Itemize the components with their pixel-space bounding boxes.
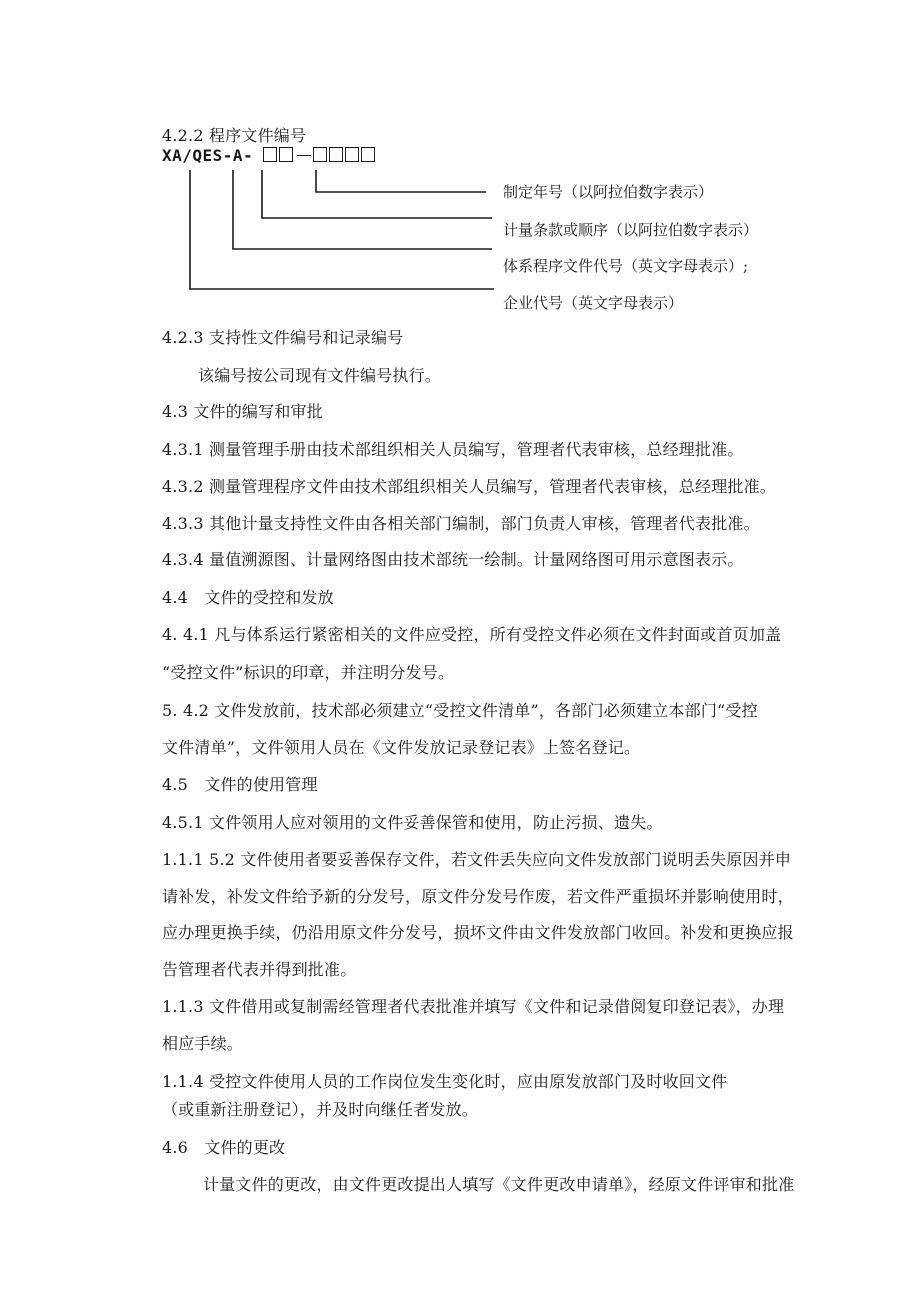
connector-clause (262, 170, 492, 218)
paragraph-text: 告管理者代表并得到批准。 (162, 960, 357, 979)
paragraph-text: 1.1.3 文件借用或复制需经管理者代表批准并填写《文件和记录借阅复印登记表》，办理 (162, 997, 785, 1016)
section-heading-4-4: 4.4 文件的受控和发放 (162, 588, 334, 607)
paragraph-text: 4.3.1 测量管理手册由技术部组织相关人员编写，管理者代表审核，总经理批准。 (162, 440, 744, 459)
paragraph-text: 4.3.4 量值溯源图、计量网络图由技术部统一绘制。计量网络图可用示意图表示。 (162, 550, 744, 569)
section-heading-4-2-3: 4.2.3 支持性文件编号和记录编号 (162, 328, 404, 347)
paragraph-text: （或重新注册登记），并及时向继任者发放。 (162, 1100, 479, 1119)
paragraph-text: 4.3.3 其他计量支持性文件由各相关部门编制，部门负责人审核，管理者代表批准。 (162, 514, 760, 533)
paragraph-text: 该编号按公司现有文件编号执行。 (198, 366, 442, 385)
paragraph-text: 相应手续。 (162, 1034, 244, 1053)
paragraph-text: 应办理更换手续，仍沿用原文件分发号，损坏文件由文件发放部门收回。补发和更换应报 (162, 923, 794, 942)
numbering-connector-diagram (0, 0, 920, 330)
section-heading-4-6: 4.6 文件的更改 (162, 1138, 286, 1157)
paragraph-text: 1.1.1 5.2 文件使用者要妥善保存文件，若文件丢失应向文件发放部门说明丢失原因并申 (162, 850, 792, 869)
legend-year: 制定年号（以阿拉伯数字表示） (503, 183, 714, 201)
section-heading-4-2-2: 4.2.2 程序文件编号 (162, 126, 307, 145)
section-heading-4-5: 4.5 文件的使用管理 (162, 775, 318, 794)
legend-clause: 计量条款或顺序（以阿拉伯数字表示） (503, 221, 759, 239)
paragraph-text: 4. 4.1 凡与体系运行紧密相关的文件应受控，所有受控文件必须在文件封面或首页加盖 (162, 625, 782, 644)
connector-system-code (233, 170, 492, 249)
section-heading-4-3: 4.3 文件的编写和审批 (162, 402, 323, 421)
paragraph-text: 5. 4.2 文件发放前，技术部必须建立“受控文件清单”，各部门必须建立本部门“受控 (162, 701, 758, 720)
connector-company-code (190, 170, 494, 289)
paragraph-text: 1.1.4 受控文件使用人员的工作岗位发生变化时，应由原发放部门及时收回文件 (162, 1072, 728, 1091)
paragraph-text: 4.5.1 文件领用人应对领用的文件妥善保管和使用，防止污损、遗失。 (162, 813, 663, 832)
paragraph-text: 计量文件的更改，由文件更改提出人填写《文件更改申请单》，经原文件评审和批准 (203, 1175, 795, 1194)
code-prefix: XA/QES-A- (162, 146, 254, 165)
legend-company-code: 企业代号（英文字母表示） (503, 294, 684, 312)
paragraph-text: 请补发，补发文件给予新的分发号，原文件分发号作废，若文件严重损坏并影响使用时， (162, 887, 794, 906)
paragraph-text: 4.3.2 测量管理程序文件由技术部组织相关人员编写，管理者代表审核，总经理批准。 (162, 477, 776, 496)
paragraph-text: “受控文件”标识的印章，并注明分发号。 (162, 663, 455, 682)
legend-system-code: 体系程序文件代号（英文字母表示）; (503, 257, 749, 275)
connector-year (316, 170, 486, 192)
paragraph-text: 文件清单”，文件领用人员在《文件发放记录登记表》上签名登记。 (162, 738, 641, 757)
